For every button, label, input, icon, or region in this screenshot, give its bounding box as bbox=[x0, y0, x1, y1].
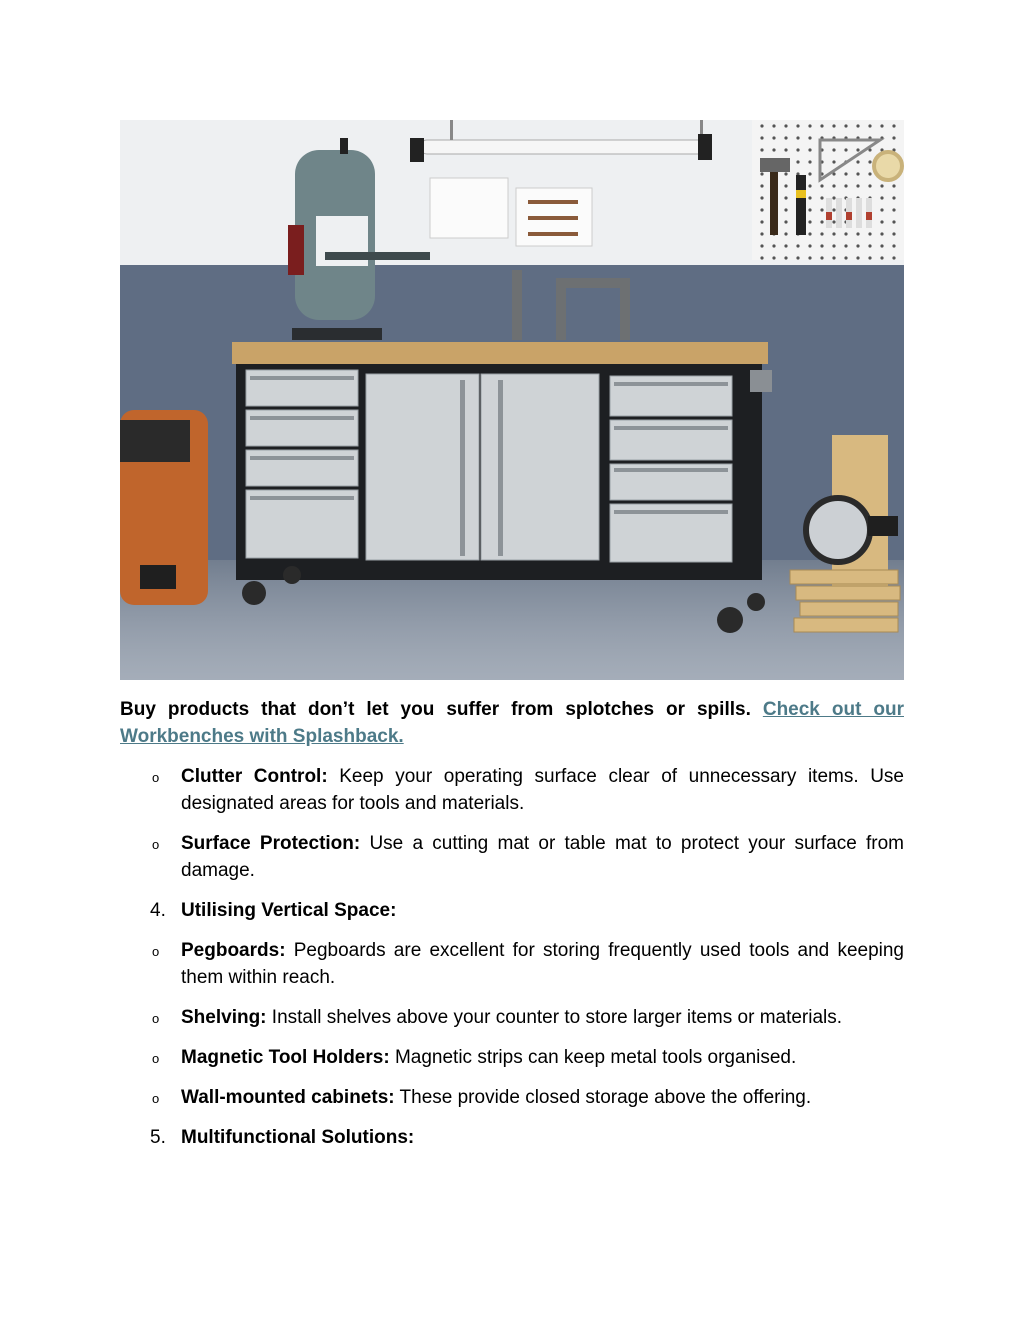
list-item bbox=[120, 1084, 904, 1111]
list-item bbox=[120, 1044, 904, 1071]
list-item-title: Utilising Vertical Space: bbox=[181, 900, 397, 921]
list-number: 4. bbox=[150, 900, 166, 921]
list-item bbox=[120, 763, 904, 817]
list-marker: o bbox=[152, 770, 160, 785]
list-item-body: Pegboards are excellent for storing frequently used tools and keeping them within reach. bbox=[181, 940, 904, 988]
list-item-title: Multifunctional Solutions: bbox=[181, 1127, 415, 1148]
list-marker: o bbox=[152, 944, 160, 959]
list-item-body: Keep your operating surface clear of unnecessary items. Use designated areas for tools and materials. bbox=[181, 766, 904, 814]
list-marker: o bbox=[152, 1011, 160, 1026]
workbenches-link[interactable]: Check out our Workbenches with Splashback. bbox=[120, 699, 904, 747]
list-number: 5. bbox=[150, 1127, 166, 1148]
workbench-photo bbox=[120, 120, 904, 680]
list-item-body: Magnetic strips can keep metal tools organised. bbox=[389, 1047, 797, 1068]
intro-text: Buy products that don’t let you suffer from splotches or spills. bbox=[120, 699, 763, 720]
list-item-body: Install shelves above your counter to store larger items or materials. bbox=[266, 1007, 843, 1028]
list-item bbox=[120, 937, 904, 991]
list-item-body: Use a cutting mat or table mat to protect your surface from damage. bbox=[181, 833, 904, 881]
list-item-title: Pegboards: bbox=[181, 940, 286, 961]
list-item bbox=[120, 897, 904, 924]
list-item bbox=[120, 1004, 904, 1031]
list-item-title: Clutter Control: bbox=[181, 766, 328, 787]
list-item bbox=[120, 1124, 904, 1151]
list-item-title: Wall-mounted cabinets: bbox=[181, 1087, 395, 1108]
list-item-title: Surface Protection: bbox=[181, 833, 361, 854]
list-marker: o bbox=[152, 1091, 160, 1106]
list-marker: o bbox=[152, 837, 160, 852]
list-marker: o bbox=[152, 1051, 160, 1066]
list-item-title: Magnetic Tool Holders: bbox=[181, 1047, 390, 1068]
list-item bbox=[120, 830, 904, 884]
list-item-title: Shelving: bbox=[181, 1007, 267, 1028]
list-item-body: These provide closed storage above the offering. bbox=[394, 1087, 812, 1108]
intro-paragraph bbox=[120, 696, 904, 750]
